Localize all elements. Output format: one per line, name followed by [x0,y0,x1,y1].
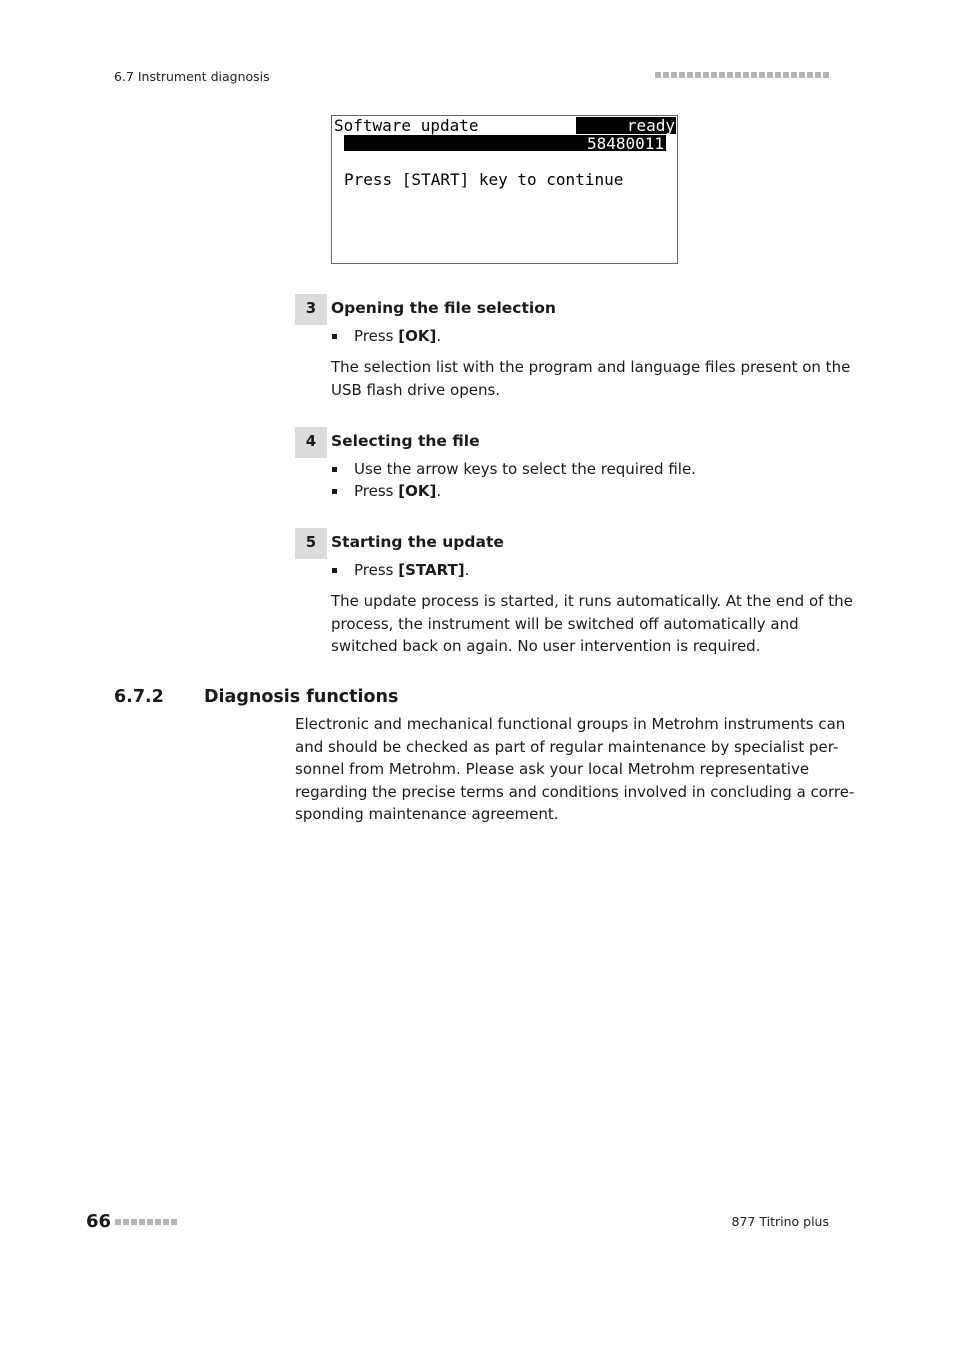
footer-product-name: 877 Titrino plus [731,1214,829,1229]
section-title: Diagnosis functions [204,687,399,707]
display-instruction: Press [START] key to continue [344,170,624,189]
step-number-4: 4 [295,427,327,458]
step-title-4: Selecting the file [331,432,480,450]
display-program-version-row [344,134,666,170]
page-number: 66 [86,1211,112,1232]
bullet-square-icon [332,489,337,494]
step-number-5: 5 [295,528,327,559]
key-ok: [OK] [398,482,437,500]
instrument-display [331,115,678,264]
display-program-version-label: Program version [382,151,528,170]
header-decoration [655,72,829,78]
step-5-paragraph: The update process is started, it runs automatically. At the end of the process, the instrument will be switched off automatically and switched back on again. No user intervention is required. [331,592,853,655]
step-number-3: 3 [295,294,327,325]
display-program-version-value: 58480011 [586,134,664,153]
footer-decoration [115,1219,177,1225]
step-3-paragraph: The selection list with the program and language files present on the USB flash drive opens. [331,358,851,399]
step-title-5: Starting the update [331,533,504,551]
key-ok: [OK] [398,327,437,345]
bullet-square-icon [332,568,337,573]
section-paragraph: Electronic and mechanical functional groups in Metrohm instruments can and should be checked as part of regular maintenance by specialist per- sonnel from Metrohm. Please ask your local Metrohm representative regarding the precise terms and conditions involved in concluding a corre- sponding maintenance agreement. [295,715,855,823]
key-start: [START] [398,561,465,579]
running-header-section: 6.7 Instrument diagnosis [114,69,270,84]
step-title-3: Opening the file selection [331,299,556,317]
display-title: Software update [334,116,479,135]
display-status: ready [576,117,676,134]
bullet-square-icon [332,334,337,339]
bullet-square-icon [332,467,337,472]
section-number: 6.7.2 [114,687,164,707]
